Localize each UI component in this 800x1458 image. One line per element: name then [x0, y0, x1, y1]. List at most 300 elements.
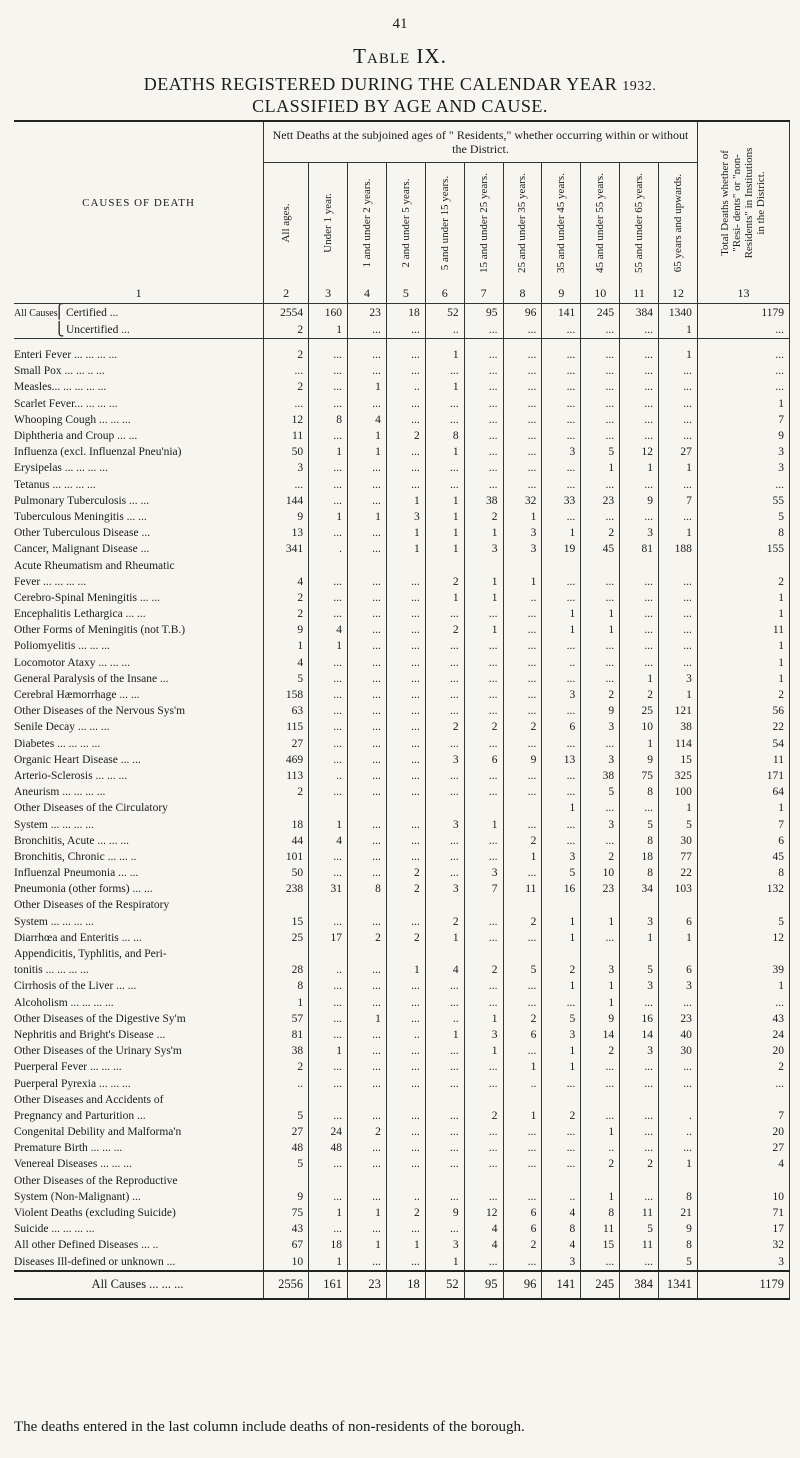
value-cell: 1 — [464, 1011, 503, 1027]
value-cell: 3 — [425, 816, 464, 832]
column-number: 12 — [659, 283, 698, 304]
value-cell — [464, 897, 503, 913]
cause-cell: Small Pox ... ... .. ... — [14, 363, 264, 379]
value-cell: 45 — [697, 849, 789, 865]
value-cell: 1 — [348, 1205, 387, 1221]
value-cell: 6 — [542, 719, 581, 735]
value-cell: ... — [542, 509, 581, 525]
value-cell: 2 — [264, 347, 309, 363]
table-row — [14, 1205, 790, 1221]
value-cell: 1 — [464, 590, 503, 606]
value-cell: ... — [620, 1254, 659, 1271]
value-cell: ... — [264, 477, 309, 493]
value-cell: ... — [503, 1254, 542, 1271]
value-cell: 1 — [425, 541, 464, 557]
value-cell: 48 — [309, 1140, 348, 1156]
value-cell: ... — [386, 914, 425, 930]
value-cell: 39 — [697, 962, 789, 978]
certified-label: Certified ... — [66, 307, 119, 319]
table-row — [14, 428, 790, 444]
value-cell — [503, 897, 542, 913]
table-row — [14, 477, 790, 493]
value-cell: ... — [386, 1156, 425, 1172]
value-cell: 1 — [464, 1043, 503, 1059]
table-row — [14, 493, 790, 509]
value-cell: 10 — [581, 865, 620, 881]
value-cell: 3 — [659, 978, 698, 994]
value-cell: ... — [581, 655, 620, 671]
value-cell: 18 — [386, 1271, 425, 1299]
value-cell — [503, 800, 542, 816]
value-cell: ... — [386, 849, 425, 865]
value-cell: 2 — [264, 1059, 309, 1075]
age-column-header — [620, 163, 659, 284]
column-number: 4 — [348, 283, 387, 304]
cause-cell: Influenza (excl. Influenzal Pneu'nia) — [14, 444, 264, 460]
value-cell: 2 — [697, 1059, 789, 1075]
value-cell: 4 — [464, 1221, 503, 1237]
value-cell: .. — [309, 768, 348, 784]
value-cell: ... — [542, 784, 581, 800]
value-cell: 1 — [264, 638, 309, 654]
column-number: 9 — [542, 283, 581, 304]
value-cell — [659, 1173, 698, 1189]
value-cell: 1 — [581, 995, 620, 1011]
value-cell: 3 — [425, 881, 464, 897]
value-cell: ... — [464, 638, 503, 654]
age-column-header-text: 45 and under 55 years. — [594, 173, 607, 273]
value-cell: ... — [386, 412, 425, 428]
value-cell: 3 — [581, 962, 620, 978]
value-cell: ... — [464, 1124, 503, 1140]
table-row — [14, 525, 790, 541]
value-cell: 11 — [620, 1205, 659, 1221]
cause-cell: Tetanus ... ... ... ... — [14, 477, 264, 493]
value-cell: 9 — [620, 752, 659, 768]
value-cell: 10 — [264, 1254, 309, 1271]
value-cell: ... — [386, 1059, 425, 1075]
value-cell: 1 — [386, 493, 425, 509]
separator-cell — [14, 339, 264, 348]
table-row — [14, 703, 790, 719]
table-row — [14, 638, 790, 654]
value-cell: .. — [386, 1189, 425, 1205]
value-cell: ... — [386, 816, 425, 832]
value-cell: 1 — [386, 541, 425, 557]
value-cell: ... — [386, 1011, 425, 1027]
value-cell: ... — [348, 962, 387, 978]
value-cell: 95 — [464, 1271, 503, 1299]
value-cell: 2 — [581, 687, 620, 703]
value-cell: ... — [348, 574, 387, 590]
value-cell: ... — [464, 768, 503, 784]
separator-cell — [425, 339, 464, 348]
value-cell: ... — [348, 1075, 387, 1091]
cause-cell: Other Tuberculous Disease ... — [14, 525, 264, 541]
cause-cell: System ... ... ... ... — [14, 816, 264, 832]
value-cell: ... — [309, 736, 348, 752]
value-cell: ... — [464, 914, 503, 930]
table-row — [14, 363, 790, 379]
value-cell: ... — [503, 671, 542, 687]
value-cell: ... — [425, 1140, 464, 1156]
value-cell: 384 — [620, 304, 659, 322]
value-cell: ... — [425, 995, 464, 1011]
cause-cell: Diabetes ... ... ... ... — [14, 736, 264, 752]
value-cell: 1 — [309, 1043, 348, 1059]
value-cell: 13 — [264, 525, 309, 541]
value-cell: 1 — [464, 574, 503, 590]
value-cell: ... — [542, 736, 581, 752]
value-cell: 1 — [581, 1124, 620, 1140]
value-cell: 2 — [581, 849, 620, 865]
value-cell: ... — [348, 1221, 387, 1237]
value-cell: ... — [425, 833, 464, 849]
value-cell: 2 — [697, 574, 789, 590]
cause-cell: Arterio-Sclerosis ... ... ... — [14, 768, 264, 784]
value-cell: 9 — [264, 1189, 309, 1205]
table-row — [14, 816, 790, 832]
value-cell — [309, 1092, 348, 1108]
table-row — [14, 1075, 790, 1091]
value-cell: ... — [464, 347, 503, 363]
value-cell: ... — [620, 1124, 659, 1140]
value-cell: ... — [503, 655, 542, 671]
cause-cell: tonitis ... ... ... ... — [14, 962, 264, 978]
value-cell: 96 — [503, 1271, 542, 1299]
value-cell: 1 — [697, 978, 789, 994]
value-cell: 4 — [309, 622, 348, 638]
value-cell — [264, 1173, 309, 1189]
value-cell: 54 — [697, 736, 789, 752]
value-cell: 24 — [309, 1124, 348, 1140]
value-cell: ... — [348, 865, 387, 881]
value-cell — [386, 897, 425, 913]
value-cell: 44 — [264, 833, 309, 849]
value-cell: ... — [697, 1075, 789, 1091]
value-cell: ... — [386, 444, 425, 460]
table-row — [14, 865, 790, 881]
value-cell: ... — [464, 687, 503, 703]
value-cell: 3 — [620, 525, 659, 541]
separator-cell — [503, 339, 542, 348]
value-cell: ... — [348, 768, 387, 784]
value-cell: ... — [309, 477, 348, 493]
value-cell: ... — [386, 978, 425, 994]
age-column-header — [264, 163, 309, 284]
value-cell: 64 — [697, 784, 789, 800]
value-cell — [348, 557, 387, 573]
value-cell — [542, 557, 581, 573]
value-cell: 1 — [348, 444, 387, 460]
value-cell: 245 — [581, 304, 620, 322]
value-cell: ... — [309, 1059, 348, 1075]
value-cell — [309, 946, 348, 962]
value-cell: 4 — [309, 833, 348, 849]
separator-cell — [264, 339, 309, 348]
value-cell: 18 — [620, 849, 659, 865]
value-cell: 3 — [425, 1237, 464, 1253]
value-cell: ... — [386, 752, 425, 768]
separator-cell — [464, 339, 503, 348]
value-cell: 9 — [581, 1011, 620, 1027]
value-cell: 4 — [464, 1237, 503, 1253]
value-cell: ... — [503, 428, 542, 444]
value-cell: .. — [309, 962, 348, 978]
value-cell: ... — [386, 590, 425, 606]
value-cell: ... — [425, 865, 464, 881]
value-cell: ... — [620, 574, 659, 590]
value-cell: ... — [503, 703, 542, 719]
value-cell: 2 — [697, 687, 789, 703]
table-row — [14, 995, 790, 1011]
value-cell: ... — [464, 1254, 503, 1271]
table-row — [14, 849, 790, 865]
table-row — [14, 606, 790, 622]
value-cell: ... — [348, 995, 387, 1011]
table-row — [14, 1140, 790, 1156]
value-cell: ... — [542, 477, 581, 493]
value-cell: 1 — [309, 816, 348, 832]
value-cell: ... — [386, 574, 425, 590]
value-cell: 1 — [425, 1027, 464, 1043]
column-number: 13 — [697, 283, 789, 304]
value-cell: 12 — [264, 412, 309, 428]
value-cell: 1 — [697, 655, 789, 671]
value-cell: 1 — [464, 525, 503, 541]
cause-cell: Venereal Diseases ... ... ... — [14, 1156, 264, 1172]
age-column-header — [464, 163, 503, 284]
value-cell: 9 — [264, 509, 309, 525]
value-cell: 8 — [659, 1189, 698, 1205]
value-cell — [464, 1092, 503, 1108]
value-cell: 2 — [425, 574, 464, 590]
value-cell: ... — [425, 638, 464, 654]
value-cell: 77 — [659, 849, 698, 865]
value-cell: 2 — [503, 833, 542, 849]
value-cell: .. — [542, 655, 581, 671]
value-cell: ... — [464, 1075, 503, 1091]
value-cell: ... — [542, 590, 581, 606]
value-cell: 1 — [503, 1108, 542, 1124]
table-row — [14, 671, 790, 687]
value-cell: 17 — [697, 1221, 789, 1237]
cause-cell: Other Diseases of the Respiratory — [14, 897, 264, 913]
value-cell: ... — [659, 1059, 698, 1075]
value-cell: ... — [503, 638, 542, 654]
value-cell: 1 — [348, 1011, 387, 1027]
table-row — [14, 1189, 790, 1205]
value-cell — [348, 800, 387, 816]
value-cell: 15 — [659, 752, 698, 768]
value-cell: 25 — [264, 930, 309, 946]
value-cell: ... — [659, 412, 698, 428]
value-cell: ... — [386, 606, 425, 622]
value-cell: ... — [503, 347, 542, 363]
cause-cell: Nephritis and Bright's Disease ... — [14, 1027, 264, 1043]
causes-header: CAUSES OF DEATH — [14, 121, 264, 283]
value-cell — [348, 1092, 387, 1108]
value-cell: 1 — [386, 962, 425, 978]
value-cell: 1 — [425, 509, 464, 525]
value-cell: 2 — [464, 509, 503, 525]
value-cell: 4 — [542, 1205, 581, 1221]
value-cell: 12 — [464, 1205, 503, 1221]
value-cell: 8 — [620, 784, 659, 800]
table-row — [14, 655, 790, 671]
value-cell: 34 — [620, 881, 659, 897]
value-cell: ... — [464, 703, 503, 719]
value-cell: ... — [309, 590, 348, 606]
value-cell: 1 — [542, 525, 581, 541]
value-cell: 2 — [464, 962, 503, 978]
cause-cell: Congenital Debility and Malforma'n — [14, 1124, 264, 1140]
value-cell: 2 — [581, 525, 620, 541]
value-cell: ... — [659, 379, 698, 395]
cause-cell — [14, 304, 264, 322]
value-cell: ... — [386, 995, 425, 1011]
column-number: 2 — [264, 283, 309, 304]
value-cell: 1 — [309, 1205, 348, 1221]
age-column-header-text: 1 and under 2 years. — [360, 178, 373, 268]
value-cell: 5 — [264, 1108, 309, 1124]
cause-cell: Other Diseases of the Digestive Sy'm — [14, 1011, 264, 1027]
value-cell: ... — [659, 995, 698, 1011]
cause-cell: Diarrhœa and Enteritis ... ... — [14, 930, 264, 946]
value-cell — [659, 897, 698, 913]
value-cell: 23 — [348, 304, 387, 322]
value-cell: ... — [309, 1075, 348, 1091]
value-cell: 1 — [309, 444, 348, 460]
value-cell: ... — [581, 671, 620, 687]
value-cell: 10 — [620, 719, 659, 735]
value-cell: ... — [542, 347, 581, 363]
value-cell: ... — [425, 1075, 464, 1091]
value-cell: ... — [348, 849, 387, 865]
separator-row — [14, 339, 790, 348]
value-cell: ... — [348, 752, 387, 768]
value-cell: 3 — [264, 460, 309, 476]
column-number: 5 — [386, 283, 425, 304]
value-cell: ... — [309, 995, 348, 1011]
cause-cell: Fever ... ... ... ... — [14, 574, 264, 590]
subtitle-year: 1932. — [622, 79, 657, 94]
value-cell: ... — [464, 379, 503, 395]
value-cell — [425, 800, 464, 816]
value-cell: ... — [425, 736, 464, 752]
value-cell: 121 — [659, 703, 698, 719]
value-cell: 2 — [581, 1156, 620, 1172]
value-cell: ... — [425, 412, 464, 428]
value-cell: ... — [348, 347, 387, 363]
value-cell: 3 — [620, 1043, 659, 1059]
brace-glyph: ⎩ — [54, 322, 65, 337]
value-cell: ... — [386, 784, 425, 800]
value-cell: 1 — [581, 606, 620, 622]
value-cell: ... — [503, 396, 542, 412]
value-cell: ... — [542, 379, 581, 395]
value-cell: 4 — [425, 962, 464, 978]
value-cell — [309, 557, 348, 573]
value-cell: ... — [620, 477, 659, 493]
value-cell: 9 — [620, 493, 659, 509]
value-cell: 3 — [503, 525, 542, 541]
value-cell: 1 — [542, 914, 581, 930]
value-cell: 3 — [542, 1027, 581, 1043]
table-row — [14, 1011, 790, 1027]
value-cell — [659, 1092, 698, 1108]
value-cell: ... — [386, 396, 425, 412]
value-cell: 2554 — [264, 304, 309, 322]
value-cell: ... — [348, 638, 387, 654]
value-cell: ... — [581, 800, 620, 816]
value-cell: ... — [503, 816, 542, 832]
certified-label: Uncertified ... — [66, 324, 130, 336]
value-cell: 113 — [264, 768, 309, 784]
value-cell: 1 — [620, 460, 659, 476]
value-cell: 38 — [581, 768, 620, 784]
value-cell: ... — [503, 1043, 542, 1059]
cause-cell: Whooping Cough ... ... ... — [14, 412, 264, 428]
value-cell: 1 — [503, 849, 542, 865]
value-cell — [697, 557, 789, 573]
value-cell: ... — [620, 363, 659, 379]
column-number: 3 — [309, 283, 348, 304]
value-cell: ... — [503, 865, 542, 881]
value-cell: ... — [581, 574, 620, 590]
value-cell: 2 — [264, 606, 309, 622]
value-cell: 38 — [264, 1043, 309, 1059]
value-cell: 9 — [264, 622, 309, 638]
cause-cell: Organic Heart Disease ... ... — [14, 752, 264, 768]
value-cell: 5 — [659, 816, 698, 832]
value-cell: ... — [309, 784, 348, 800]
total-deaths-header — [697, 121, 789, 283]
value-cell: ... — [309, 525, 348, 541]
value-cell: .. — [386, 1027, 425, 1043]
value-cell: 6 — [464, 752, 503, 768]
value-cell: ... — [581, 428, 620, 444]
value-cell: 1 — [581, 622, 620, 638]
age-column-header-text: 15 and under 25 years. — [477, 173, 490, 273]
value-cell: 9 — [425, 1205, 464, 1221]
value-cell: ... — [620, 606, 659, 622]
column-number: 11 — [620, 283, 659, 304]
value-cell: 1 — [309, 509, 348, 525]
value-cell: ... — [620, 1140, 659, 1156]
table-row — [14, 833, 790, 849]
value-cell: ... — [386, 477, 425, 493]
value-cell: 1 — [425, 930, 464, 946]
value-cell: ... — [386, 719, 425, 735]
value-cell: . — [309, 541, 348, 557]
value-cell: ... — [503, 444, 542, 460]
value-cell — [659, 557, 698, 573]
value-cell: ... — [464, 606, 503, 622]
value-cell: ... — [464, 1140, 503, 1156]
value-cell: ... — [659, 477, 698, 493]
value-cell — [309, 1173, 348, 1189]
brace-glyph: ⎧ — [54, 305, 65, 320]
table-row — [14, 541, 790, 557]
value-cell: 3 — [620, 978, 659, 994]
table-row — [14, 1059, 790, 1075]
value-cell: ... — [620, 347, 659, 363]
value-cell: ... — [542, 396, 581, 412]
value-cell: .. — [425, 1011, 464, 1027]
cause-cell: Measles... ... ... ... ... — [14, 379, 264, 395]
value-cell — [697, 1173, 789, 1189]
